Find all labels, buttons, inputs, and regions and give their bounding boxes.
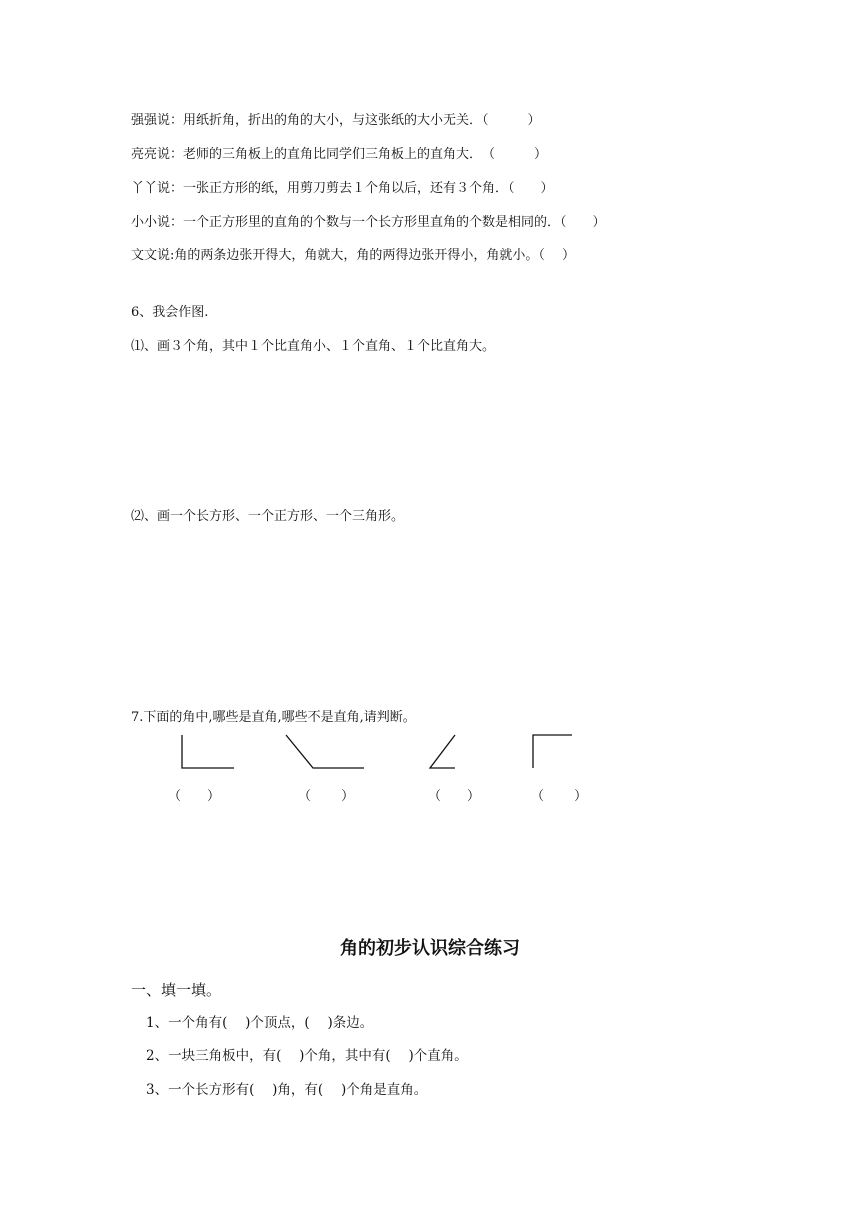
q6-heading: 6、我会作图. <box>131 305 209 320</box>
fill-item-1: 1、一个角有( )个顶点，( )条边。 <box>146 1015 374 1031</box>
angle-figure-2 <box>286 735 364 768</box>
judgement-item-4: 小小说：一个正方形里的直角的个数与一个长方形里直角的个数是相同的．（ ） <box>131 215 606 230</box>
fill-item-2: 2、一块三角板中，有( )个角，其中有( )个直角。 <box>146 1048 468 1064</box>
answer-blank-4: （ ） <box>531 789 588 804</box>
angle-figure-4 <box>533 735 572 768</box>
answer-blank-1: （ ） <box>168 789 221 804</box>
fill-item-3: 3、一个长方形有( )角，有( )个角是直角。 <box>146 1082 428 1098</box>
judgement-item-2: 亮亮说：老师的三角板上的直角比同学们三角板上的直角大． （ ） <box>131 147 548 162</box>
judgement-item-3: 丫丫说：一张正方形的纸，用剪刀剪去１个角以后，还有３个角．（ ） <box>131 181 554 196</box>
angle-figure-3 <box>430 735 455 768</box>
judgement-item-5: 文文说:角的两条边张开得大，角就大，角的两得边张开得小，角就小。（ ） <box>131 248 576 263</box>
answer-blank-3: （ ） <box>428 789 481 804</box>
q6-part1: ⑴、画３个角，其中１个比直角小、１个直角、１个比直角大。 <box>131 339 496 354</box>
angle-figure-1 <box>182 735 234 768</box>
q6-part2: ⑵、画一个长方形、一个正方形、一个三角形。 <box>131 509 405 524</box>
answer-blank-2: （ ） <box>298 789 355 804</box>
exercise-section-heading: 一、填一填。 <box>131 981 222 999</box>
judgement-item-1: 强强说：用纸折角，折出的角的大小，与这张纸的大小无关．（ ） <box>131 113 541 128</box>
q7-heading: 7.下面的角中,哪些是直角,哪些不是直角,请判断。 <box>131 710 416 725</box>
exercise-title: 角的初步认识综合练习 <box>340 938 520 959</box>
